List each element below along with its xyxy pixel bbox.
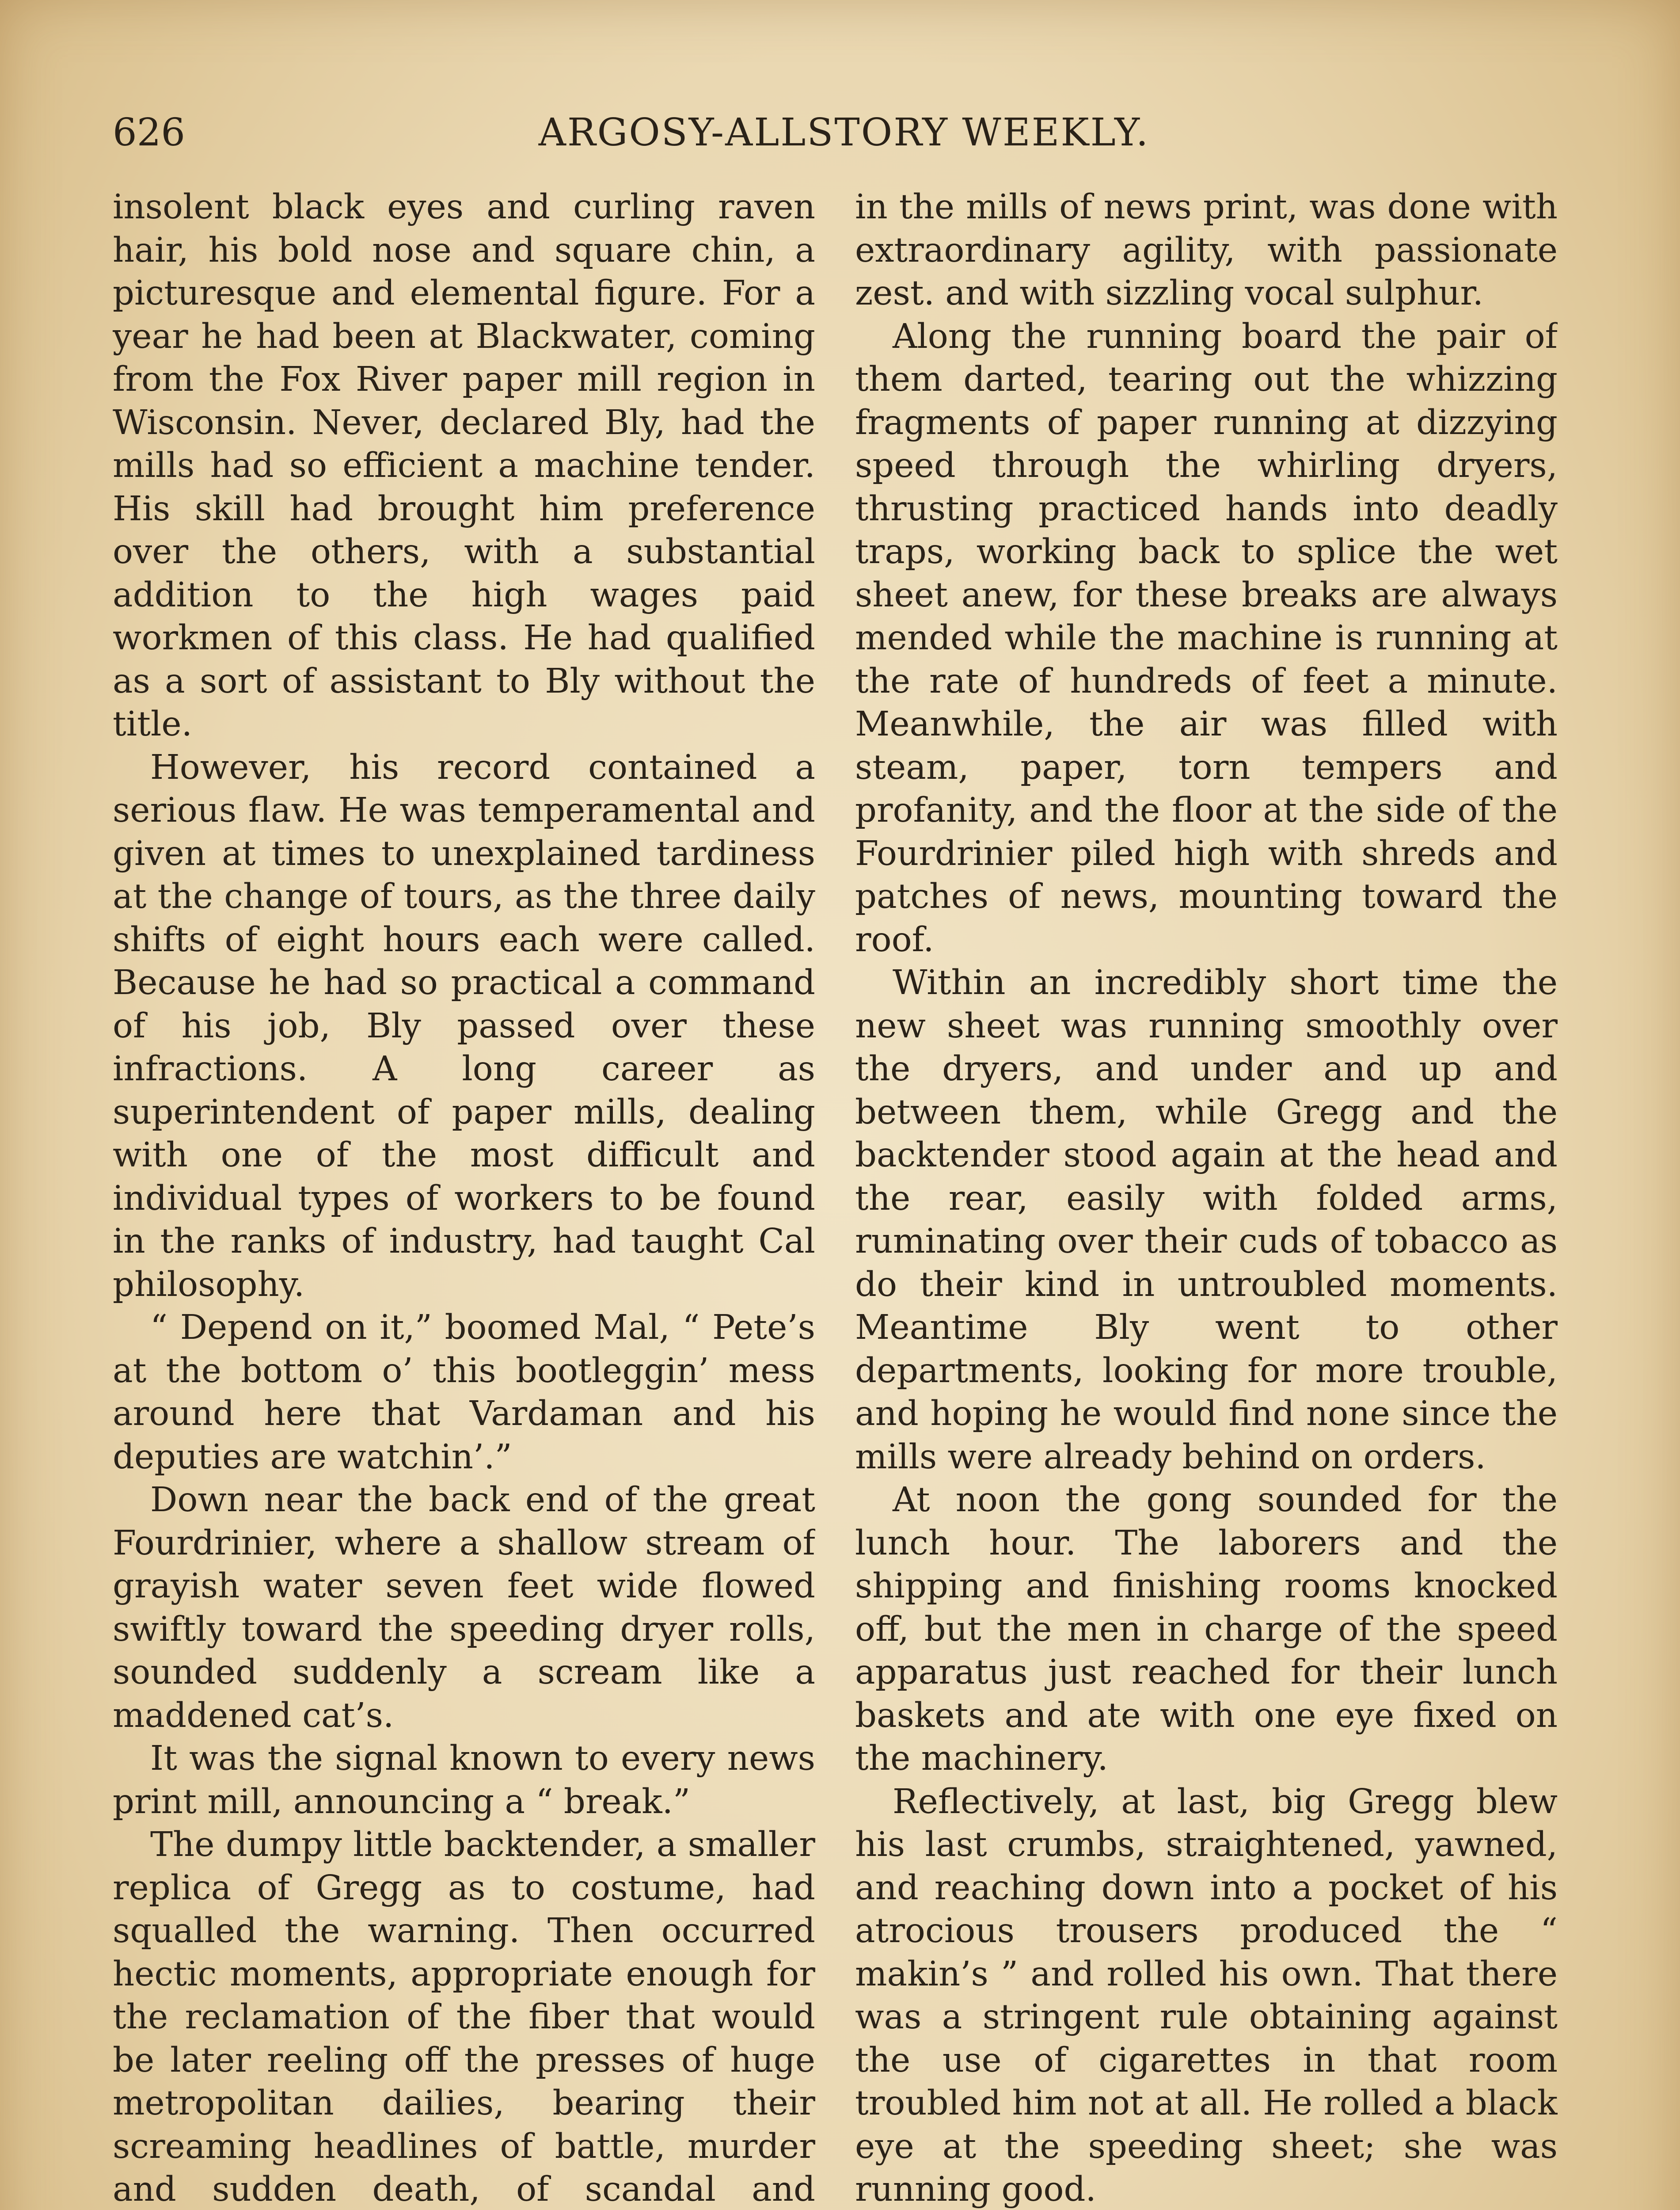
running-head: ARGOSY-ALLSTORY WEEKLY.: [538, 110, 1150, 155]
right-column: [855, 186, 1558, 2210]
paragraph: At noon the gong sounded for the lunch hour. The laborers and the shipping and finishing rooms knocked off, but the men in charge of the speed apparatus just reached for their lunch baskets and ate with one eye fixed on the machinery.: [855, 1480, 1558, 1778]
paragraph: Along the running board the pair of them darted, tearing out the whizzing fragments of paper running at dizzying speed through the whirling dryers, thrusting practiced hands into deadly traps, working back to splice the wet sheet anew, for these breaks are always mended while the machine is running at the rate of hundreds of feet a minute. Meanwhile, the air was filled with steam, paper, torn tempers and profanity, and the floor at the side of the Fourdrinier piled high with shreds and patches of news, mounting toward the roof.: [855, 316, 1558, 960]
left-column: [113, 186, 815, 2210]
paragraph: Down near the back end of the great Fourdrinier, where a shallow stream of grayish water seven feet wide flowed swiftly toward the speeding dryer rolls, sounded suddenly a scream like a maddened cat’s.: [113, 1480, 815, 1735]
paragraph: It was the signal known to every news print mill, announcing a “ break.”: [113, 1739, 815, 1821]
paragraph: The dumpy little backtender, a smaller replica of Gregg as to costume, had squalled the warning. Then occurred hectic moments, appropriate enough for the reclamation of the fiber that would be later reeling off the presses of huge metropolitan dailies, bearing their screaming headlines of battle, murder and sudden death, of scandal and: [113, 1825, 815, 2209]
paragraph: Within an incredibly short time the new sheet was running smoothly over the dryers, and under and up and between them, while Gregg and the backtender stood again at the head and the rear, easily with folded arms, ruminating over their cuds of tobacco as do their kind in untroubled moments. Meantime Bly went to other departments, looking for more trouble, and hoping he would find none since the mills were already behind on orders.: [855, 963, 1558, 1477]
paragraph: in the mills of news print, was done with extraordinary agility, with passionate zest. and with sizzling vocal sulphur.: [855, 187, 1558, 313]
page-header: [113, 104, 1575, 161]
paragraph: “ Depend on it,” boomed Mal, “ Pete’s at the bottom o’ this bootleggin’ mess around here that Vardaman and his deputies are watchin’.”: [113, 1308, 815, 1477]
paragraph: insolent black eyes and curling raven hair, his bold nose and square chin, a picturesque and elemental figure. For a year he had been at Blackwater, coming from the Fox River paper mill region in Wisconsin. Never, declared Bly, had the mills had so efficient a machine tender. His skill had brought him preference over the others, with a substantial addition to the high wages paid workmen of this class. He had qualified as a sort of assistant to Bly without the title.: [113, 187, 815, 744]
page-number: 626: [113, 110, 186, 155]
paragraph: However, his record contained a serious flaw. He was temperamental and given at times to unexplained tardiness at the change of tours, as the three daily shifts of eight hours each were called. Because he had so practical a command of his job, Bly passed over these infractions. A long career as superintendent of paper mills, dealing with one of the most difficult and individual types of workers to be found in the ranks of industry, had taught Cal philosophy.: [113, 747, 815, 1304]
paragraph: Reflectively, at last, big Gregg blew his last crumbs, straightened, yawned, and reaching down into a pocket of his atrocious trousers produced the “ makin’s ” and rolled his own. That there was a stringent rule obtaining against the use of cigarettes in that room troubled him not at all. He rolled a black eye at the speeding sheet; she was running good.: [855, 1782, 1558, 2209]
